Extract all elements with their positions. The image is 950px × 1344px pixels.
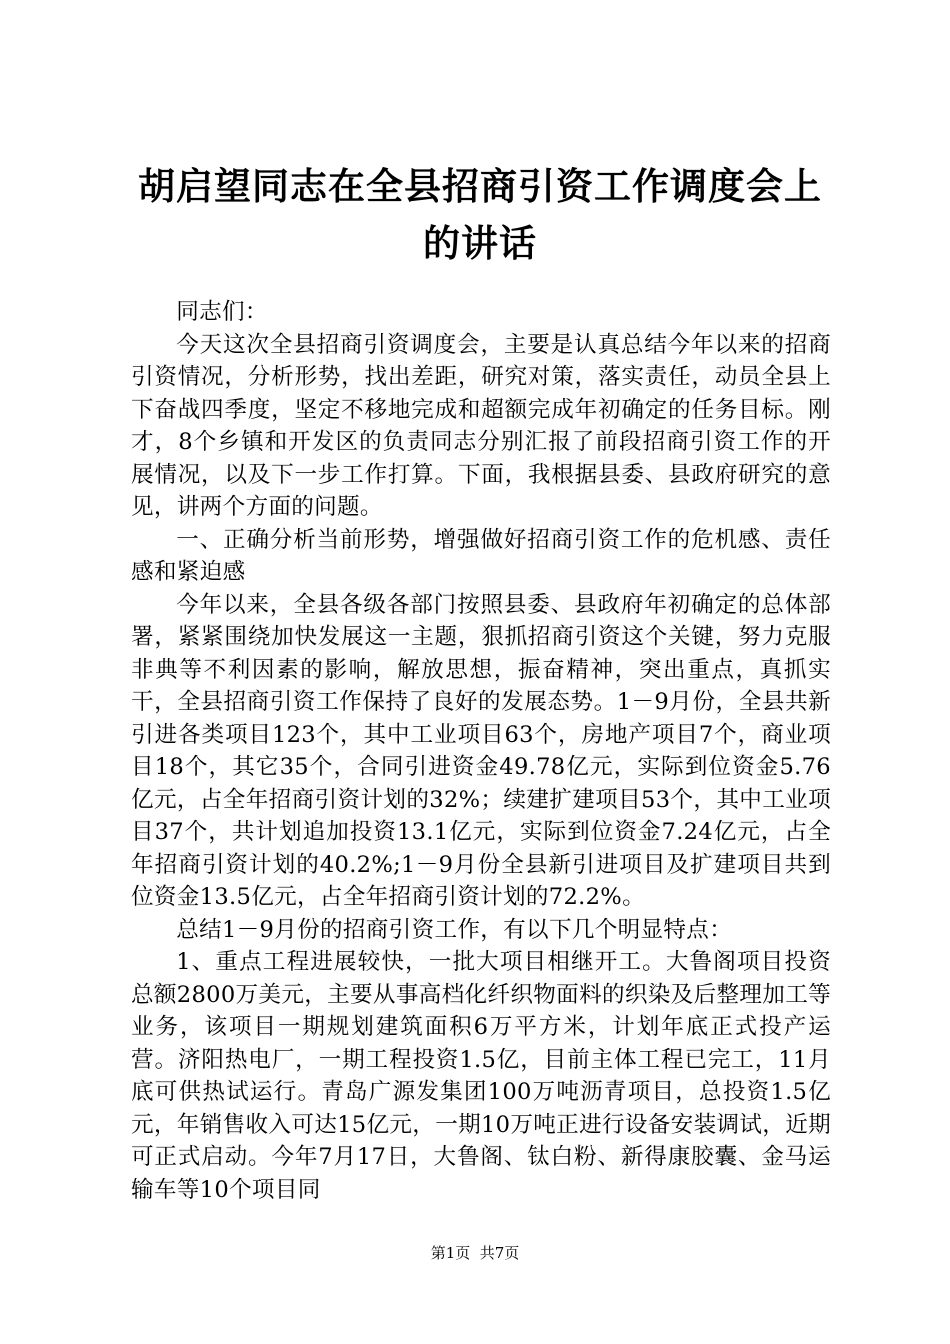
situation-paragraph: 今年以来，全县各级各部门按照县委、县政府年初确定的总体部署，紧紧围绕加快发展这一主题，狠抓招商引资这个关键，努力克服非典等不利因素的影响，解放思想，振奋精神，突出重点，真抓实干，全县招商引资工作保持了良好的发展态势。1－9月份，全县共新引进各类项目123个，其中工业项目63个，房地产项目7个，商业项目18个，其它35个，合同引进资金49.78亿元，实际到位资金5.76亿元，占全年招商引资计划的32%；续建扩建项目53个，其中工业项目37个，共计划追加投资13.1亿元，实际到位资金7.24亿元，占全年招商引资计划的40.2%;1－9月份全县新引进项目及扩建项目共到位资金13.5亿元，占全年招商引资计划的72.2%。: [131, 591, 831, 910]
salutation-paragraph: 同志们：: [176, 299, 268, 325]
key-projects-paragraph: 1、重点工程进展较快，一批大项目相继开工。大鲁阁项目投资总额2800万美元，主要从事高档化纤织物面料的织染及后整理加工等业务，该项目一期规划建筑面积6万平方米，计划年底正式投产运营。济阳热电厂，一期工程投资1.5亿，目前主体工程已完工，11月底可供热试运行。青岛广源发集团100万吨沥青项目，总投资1.5亿元，年销售收入可达15亿元，一期10万吨正进行设备安装调试，近期可正式启动。今年7月17日，大鲁阁、钛白粉、新得康胶囊、金马运输车等10个项目同: [131, 949, 831, 1203]
document-title: 胡启望同志在全县招商引资工作调度会上的讲话: [138, 165, 822, 265]
page-number-footer: 第1页 共7页: [430, 1244, 520, 1262]
intro-paragraph: 今天这次全县招商引资调度会，主要是认真总结今年以来的招商引资情况，分析形势，找出差距，研究对策，落实责任，动员全县上下奋战四季度，坚定不移地完成和超额完成年初确定的任务目标。刚才，8个乡镇和开发区的负责同志分别汇报了前段招商引资工作的开展情况，以及下一步工作打算。下面，我根据县委、县政府研究的意见，讲两个方面的问题。: [131, 331, 831, 520]
section-heading: 一、正确分析当前形势，增强做好招商引资工作的危机感、责任感和紧迫感: [131, 526, 831, 585]
summary-paragraph: 总结1－9月份的招商引资工作，有以下几个明显特点：: [176, 916, 733, 943]
document-body: [131, 296, 831, 1206]
